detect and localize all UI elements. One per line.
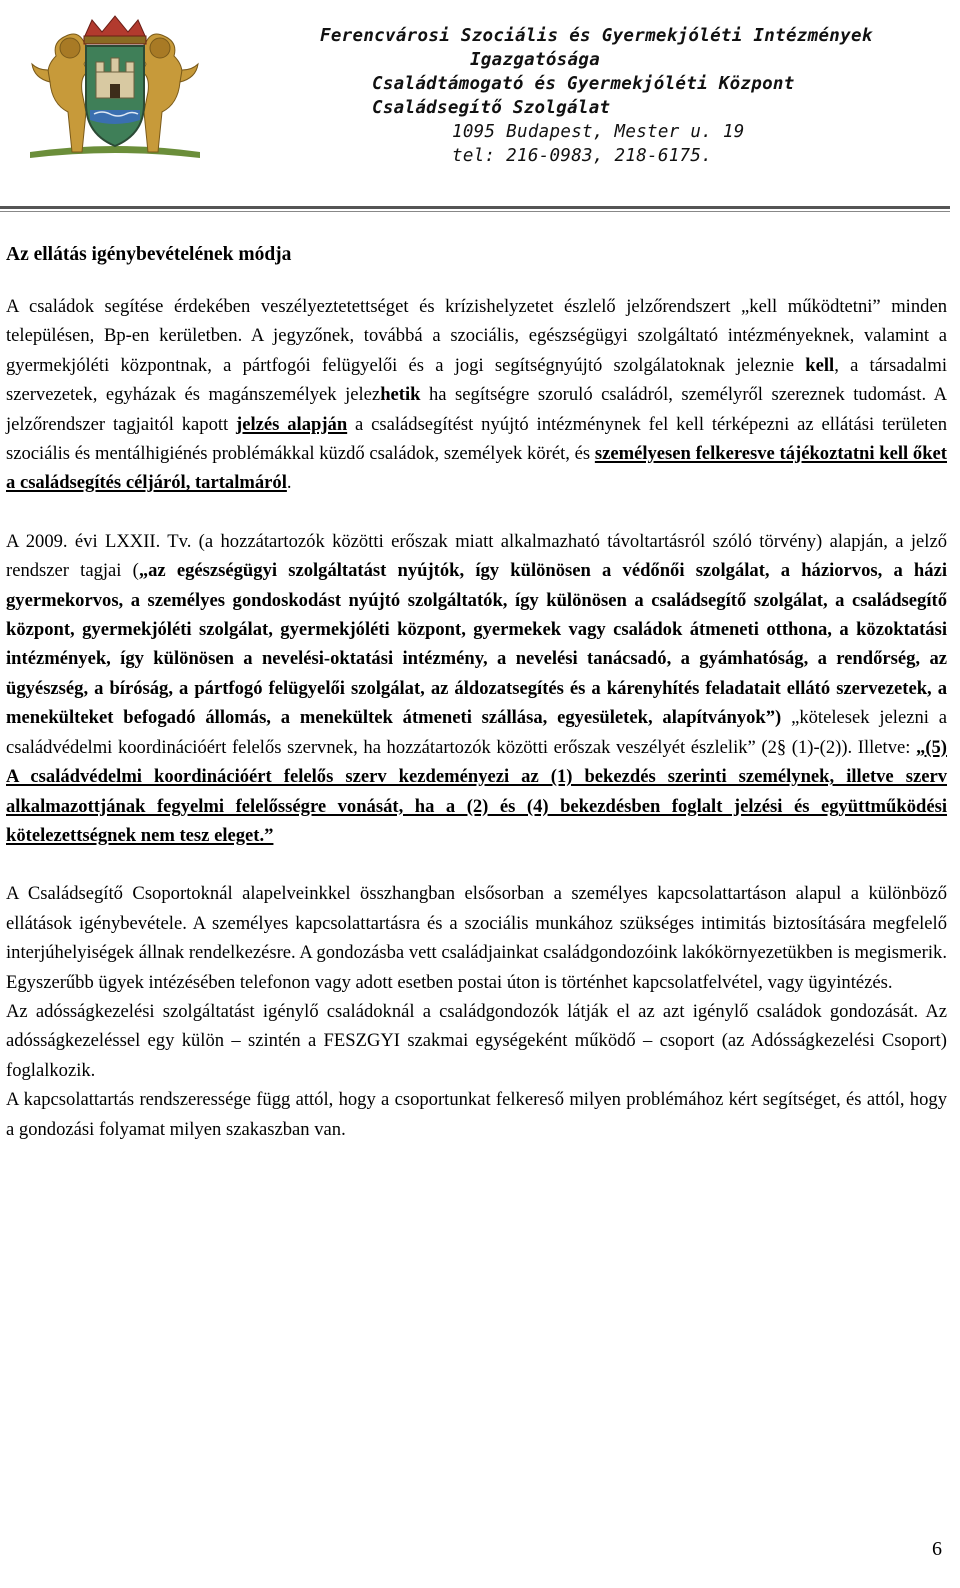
underlined-bold-text: személyesen felkeresve tájékoztatni kell őket a családsegítés céljáról, tartalmáról xyxy=(6,443,947,494)
paragraph-contact: A Családsegítő Csoportoknál alapelveinkkel összhangban elsősorban a személyes kapcsolattartáson alapul a különböző ellátások igénybevétele. A személyes kapcsolattartásra és a szociális munkához szükséges intimitás biztosítására megfelelő interjúhelyiségek állnak rendelkezésre. A gondozásba vett családjainkat családgondozóink lakókörnyezetükben is megismerik. Egyszerűbb ügyek intézésében telefonon vagy adott esetben postai úton is történhet kapcsolatfelvétel, vagy ügyintézés. xyxy=(6,883,947,993)
underlined-bold-text: „(5) A családvédelmi koordinációért felelős szerv kezdeményezi az (1) bekezdés szerinti személynek, illetve szerv alkalmazottjának fegyelmi felelősségre vonását, ha a (2) és (4) bekezdésben foglalt jelzési és együttműködési kötelezettségnek nem tesz eleget.” xyxy=(6,736,947,846)
coat-of-arms-logo xyxy=(22,12,208,162)
text: . xyxy=(286,472,292,494)
header-divider-thin xyxy=(0,211,950,212)
text: , a társadalmi szervezetek, egyházak és magánszemélyek jelez xyxy=(6,354,947,406)
bold-text: „az egészségügyi szolgáltatást nyújtók, így különösen a védőnői szolgálat, a háziorvos, a házi gyermekorvos, a személyes gondoskodást nyújtó szolgáltatók, így különösen a családsegítő szolgálat, a családsegítő központ, gyermekjóléti szolgálat, gyermekjóléti központ, gyermekek vagy családok átmeneti otthona, a közoktatási intézmények, így különösen a nevelési-oktatási intézmény, a nevelési tanácsadó, a gyámhatóság, a rendőrség, az ügyészség, a bíróság, a pártfogó felügyelői szolgálat, az áldozatsegítés és a kárenyhítés feladatait ellátó szervezetek, a menekülteket befogadó állomás, a menekültek átmeneti szállása, egyesületek, alapítványok”) xyxy=(6,560,947,729)
section-title: Az ellátás igénybevételének módja xyxy=(6,244,292,265)
address: 1095 Budapest, Mester u. 19 xyxy=(452,122,745,142)
document-body xyxy=(6,240,947,1144)
paragraph-debt-management: Az adósságkezelési szolgáltatást igénylő családoknál a családgondozók látják el az azt igénylő családok gondozását. Az adósságkezeléssel egy külön – szintén a FESZGYI szakmai egységeként működő – csoport (az Adósságkezelési Csoport) foglalkozik. xyxy=(6,1000,947,1081)
institution-directorate: Igazgatósága xyxy=(470,50,601,70)
center-name: Családtámogató és Gyermekjóléti Központ xyxy=(372,74,795,94)
letterhead xyxy=(0,0,960,210)
text: A családok segítése érdekében veszélyeztetettséget és krízishelyzetet észlelő jelzőrendszert „kell működtetni” minden településen, Bp-en kerületben. A jegyzőnek, továbbá a szociális, egészségügyi szolgáltató intézményeknek, valamint a gyermekjóléti központnak, a pártfogói felügyelői és a jogi segítségnyújtó szolgálatoknak jeleznie xyxy=(6,296,947,376)
phone: tel: 216-0983, 218-6175. xyxy=(452,146,713,166)
text: ha segítségre szoruló családról, személyről szereznek tudomást. A jelzőrendszer tagjaitól kapott xyxy=(6,384,947,435)
service-name: Családsegítő Szolgálat xyxy=(372,98,611,118)
text: A 2009. évi LXXII. Tv. (a hozzátartozók közötti erőszak miatt alkalmazható távoltartásról szóló törvény) alapján, a jelző rendszer tagjai ( xyxy=(6,530,947,582)
paragraph-frequency: A kapcsolattartás rendszeressége függ attól, hogy a csoportunkat felkereső milyen problémához kért segítséget, és attól, hogy a gondozási folyamat milyen szakaszban van. xyxy=(6,1089,947,1140)
bold-text: kell xyxy=(805,354,835,376)
text: a családsegítést nyújtó intézménynek fel kell térképezni az ellátási területen szociális és mentálhigiénés problémákkal küzdő családok, személyek körét, és xyxy=(6,413,947,465)
paragraph-law-2009 xyxy=(6,527,947,850)
institution-name: Ferencvárosi Szociális és Gyermekjóléti Intézmények xyxy=(320,26,873,46)
paragraph-signal-system xyxy=(6,292,947,498)
header-divider xyxy=(0,206,950,209)
bold-text: hetik xyxy=(380,384,421,406)
institution-block xyxy=(320,24,940,168)
page-number: 6 xyxy=(932,1538,942,1560)
underlined-bold-text: jelzés alapján xyxy=(236,413,348,435)
text: „kötelesek jelezni a családvédelmi koordinációért felelős szervnek, ha hozzátartozók közötti erőszak veszélyét észlelik” (2§ (1)-(2)). Illetve: xyxy=(6,707,947,758)
